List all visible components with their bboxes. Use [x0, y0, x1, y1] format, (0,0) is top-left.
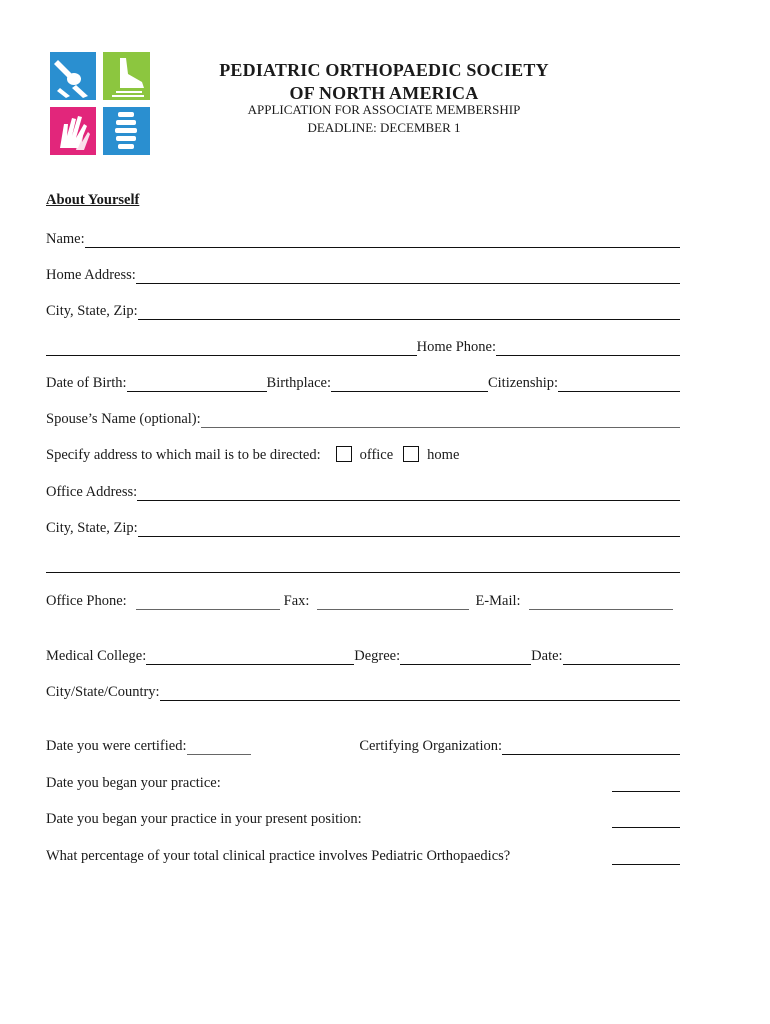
city-state-zip-field[interactable]: [138, 305, 680, 320]
present-position-field[interactable]: [612, 813, 680, 828]
date-of-birth-label: Date of Birth:: [46, 375, 127, 391]
form-subtitle: APPLICATION FOR ASSOCIATE MEMBERSHIP: [247, 102, 521, 117]
email-field[interactable]: [529, 595, 673, 610]
percentage-label: What percentage of your total clinical practice involves Pediatric Orthopaedics?: [46, 848, 511, 864]
education-row: [46, 645, 680, 665]
began-practice-field[interactable]: [612, 777, 680, 792]
birth-row: [46, 372, 680, 392]
fax-field[interactable]: [317, 595, 469, 610]
certifying-org-field[interactable]: [502, 740, 680, 755]
city-state-zip-label: City, State, Zip:: [46, 303, 138, 319]
home-phone-label: Home Phone:: [416, 339, 496, 355]
name-row: [46, 228, 680, 248]
office-phone-field[interactable]: [136, 595, 280, 610]
office-address-field[interactable]: [137, 486, 680, 501]
office-checkbox[interactable]: [336, 446, 352, 462]
percentage-field[interactable]: [612, 850, 680, 865]
org-title-line1: PEDIATRIC ORTHOPAEDIC SOCIETY: [219, 60, 549, 80]
office-address-label: Office Address:: [46, 484, 138, 500]
began-practice-label: Date you began your practice:: [46, 775, 221, 791]
fax-label: Fax:: [283, 593, 310, 609]
office-checkbox-label: office: [359, 447, 394, 463]
office-city-state-zip-row: [46, 517, 680, 537]
section-about-yourself: About Yourself: [46, 192, 140, 208]
mail-address-row: [46, 444, 680, 464]
degree-label: Degree:: [354, 648, 401, 664]
degree-date-field[interactable]: [563, 650, 680, 665]
office-extra-field[interactable]: [46, 558, 680, 573]
citizenship-label: Citizenship:: [487, 375, 559, 391]
name-label: Name:: [46, 231, 85, 247]
home-address-label: Home Address:: [46, 267, 136, 283]
office-address-row: [46, 481, 680, 501]
date-certified-field[interactable]: [187, 740, 251, 755]
city-state-zip-row: [46, 300, 680, 320]
home-checkbox[interactable]: [403, 446, 419, 462]
certification-row: [46, 735, 680, 755]
spouse-name-label: Spouse’s Name (optional):: [46, 411, 201, 427]
degree-field[interactable]: [400, 650, 531, 665]
spouse-name-field[interactable]: [201, 413, 680, 428]
contact-row: [46, 590, 680, 610]
office-extra-row: [46, 553, 680, 573]
deadline: DEADLINE: DECEMBER 1: [307, 120, 461, 135]
certifying-org-label: Certifying Organization:: [359, 738, 502, 754]
mail-address-label: Specify address to which mail is to be directed:: [46, 447, 321, 463]
medical-college-label: Medical College:: [46, 648, 147, 664]
citizenship-field[interactable]: [558, 377, 680, 392]
home-address-row: [46, 264, 680, 284]
name-field[interactable]: [85, 233, 680, 248]
present-position-label: Date you began your practice in your present position:: [46, 811, 362, 827]
date-label: Date:: [531, 648, 563, 664]
city-state-country-label: City/State/Country:: [46, 684, 160, 700]
home-phone-row: [46, 336, 680, 356]
date-certified-label: Date you were certified:: [46, 738, 187, 754]
began-practice-row: [46, 772, 680, 792]
date-of-birth-field[interactable]: [127, 377, 267, 392]
birthplace-field[interactable]: [331, 377, 488, 392]
office-city-state-zip-label: City, State, Zip:: [46, 520, 138, 536]
home-checkbox-label: home: [427, 447, 460, 463]
present-position-row: [46, 808, 680, 828]
college-location-row: [46, 681, 680, 701]
city-state-country-field[interactable]: [160, 686, 680, 701]
address-extra-field[interactable]: [46, 341, 417, 356]
home-phone-field[interactable]: [496, 341, 680, 356]
spouse-row: [46, 408, 680, 428]
email-label: E-Mail:: [475, 593, 521, 609]
posna-logo: [50, 52, 150, 155]
percentage-row: [46, 845, 680, 865]
office-city-state-zip-field[interactable]: [138, 522, 680, 537]
office-phone-label: Office Phone:: [46, 593, 127, 609]
birthplace-label: Birthplace:: [266, 375, 331, 391]
org-title-line2: OF NORTH AMERICA: [289, 83, 479, 103]
medical-college-field[interactable]: [146, 650, 354, 665]
home-address-field[interactable]: [136, 269, 680, 284]
